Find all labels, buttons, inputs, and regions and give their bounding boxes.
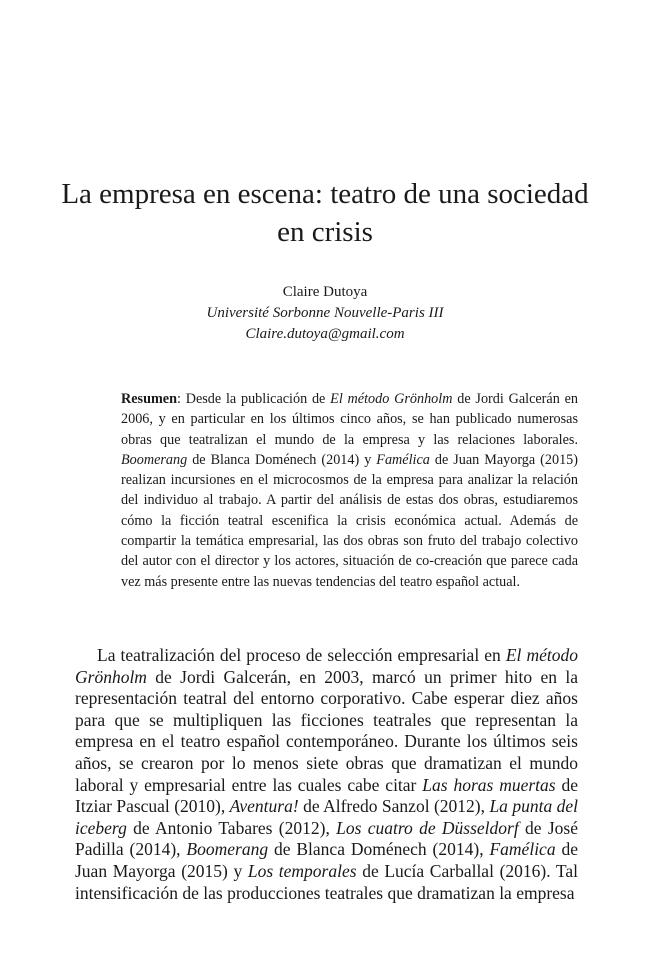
work-title: Los cuatro de Düsseldorf — [336, 817, 519, 838]
abstract-work-title: El método Grönholm — [330, 391, 453, 407]
work-title: Los temporales — [247, 860, 357, 881]
body-text: de Juan Mayorga (2015) y — [75, 839, 578, 881]
author-email: Claire.dutoya@gmail.com — [245, 326, 405, 342]
abstract-work-title: Boomerang — [121, 451, 188, 468]
author-affiliation: Université Sorbonne Nouvelle-Paris III — [206, 305, 444, 321]
body-text: La teatralización del proceso de selección empresarial en — [97, 645, 506, 665]
abstract-work-title: Famélica — [376, 451, 430, 468]
body-paragraph — [75, 645, 578, 904]
abstract — [121, 389, 578, 592]
body-text: de Alfredo Sanzol (2012), — [298, 796, 490, 817]
author-name: Claire Dutoya — [282, 284, 368, 300]
work-title: El método Grönholm — [75, 645, 578, 687]
abstract-text: de Juan Mayorga (2015) realizan incursiones en el microcosmos de la empresa para analizar la relación del individuo al trabajo. A partir del análisis de estas dos obras, estudiaremos cómo la ficción teatral escenifica la crisis económica actual. Además de compartir la temática empresarial, las dos obras son fruto del trabajo colectivo del autor con el director y los actores, situación de co-creación que parece cada vez más presente entre las nuevas tendencias del teatro español actual. — [121, 451, 578, 590]
body-text: de Antonio Tabares (2012), — [126, 817, 337, 838]
body-text: de José Padilla (2014), — [75, 817, 578, 860]
abstract-label: Resumen — [121, 391, 177, 407]
work-title: Famélica — [489, 839, 556, 860]
work-title: Boomerang — [186, 839, 269, 860]
body-text: de Jordi Galcerán, en 2003, marcó un primer hito en la representación teatral del entorno corporativo. Cabe esperar diez años para que se multipliquen las ficciones teatrales que representan la empresa en el teatro español contemporáneo. Durante los últimos seis años, se crearon por lo menos siete obras que dramatizan el mundo laboral y empresarial entre las cuales cabe citar — [75, 666, 578, 795]
abstract-text: de Jordi Galcerán en 2006, y en particular en los últimos cinco años, se han publicado numerosas obras que teatralizan el mundo de la empresa y las relaciones laborales. — [121, 391, 578, 448]
work-title: La punta del iceberg — [75, 796, 579, 838]
body-text: de Itziar Pascual (2010), — [75, 774, 578, 817]
work-title: Aventura! — [229, 796, 299, 817]
abstract-text: : Desde la publicación de — [176, 391, 331, 407]
body-text: de Lucía Carballal (2016). Tal intensificación de las producciones teatrales que dramatizan la empresa — [75, 860, 579, 903]
work-title: Las horas muertas — [422, 774, 556, 795]
abstract-text: de Blanca Doménech (2014) y — [187, 451, 377, 468]
body-text: de Blanca Doménech (2014), — [268, 839, 490, 860]
paper-title: La empresa en escena: teatro de una sociedad en crisis — [61, 178, 589, 248]
author-block — [60, 282, 590, 345]
